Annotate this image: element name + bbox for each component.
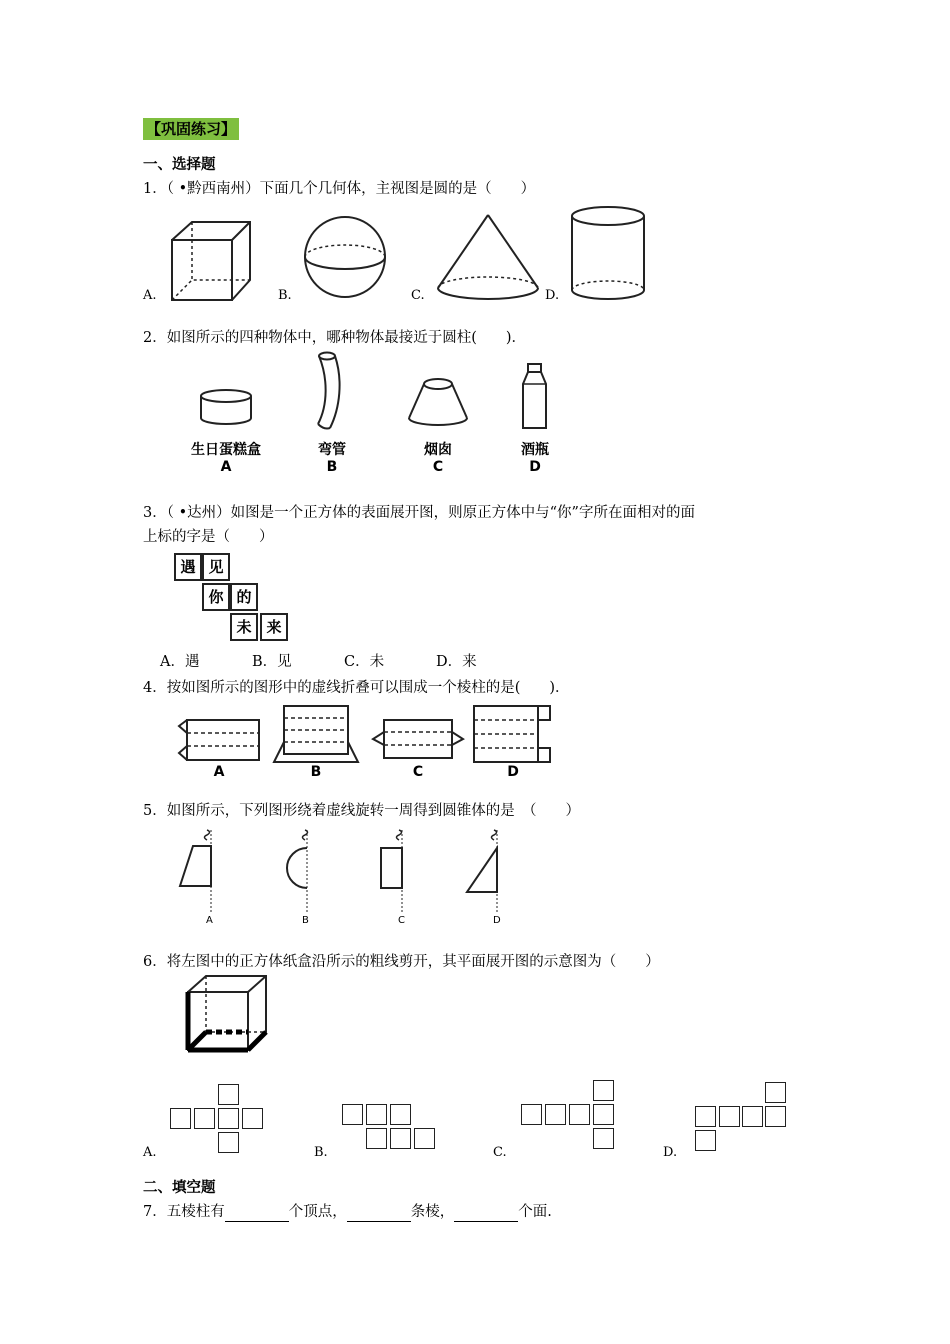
q7-blank-2[interactable] (347, 1206, 411, 1222)
q6-net-b-cell (366, 1128, 387, 1149)
sphere-figure (302, 214, 388, 300)
q6-net-d-cell (695, 1130, 716, 1151)
q5-letter-c: C (398, 915, 405, 926)
q7-blank-3[interactable] (454, 1206, 518, 1222)
q5-letter-a: A (206, 915, 213, 926)
q6-net-c-cell (593, 1128, 614, 1149)
net-cell-yu: 遇 (174, 553, 202, 581)
q6-option-d: D. (663, 1145, 678, 1160)
section-label: 【巩固练习】 (143, 118, 239, 140)
q4-letter-a: A (213, 764, 225, 780)
q2-item-c-letter: C (432, 459, 444, 475)
q5-letter-d: D (493, 915, 501, 926)
q1-text: 1．（ •黔西南州）下面几个几何体，主视图是圆的是（ ） (143, 181, 536, 197)
bent-pipe-figure (310, 350, 350, 432)
q5-text: 5．如图所示，下列图形绕着虚线旋转一周得到圆锥体的是 （ ） (143, 803, 580, 819)
rotation-figure-b (275, 826, 325, 914)
q6-net-d-cell (719, 1106, 740, 1127)
chimney-figure (405, 376, 471, 428)
q7-text-3: 条棱， (410, 1204, 455, 1220)
q2-text: 2．如图所示的四种物体中，哪种物体最接近于圆柱( )． (143, 330, 527, 346)
q6-net-d-cell (765, 1106, 786, 1127)
q7-text-4: 个面. (518, 1204, 552, 1220)
q2-item-a-letter: A (220, 459, 232, 475)
q2-item-b-label: 弯管 (318, 442, 346, 458)
rotation-figure-a (175, 826, 225, 914)
cylinder-figure (568, 204, 648, 304)
wine-bottle-figure (518, 362, 552, 432)
q2-item-d-letter: D (529, 459, 541, 475)
q3-text-line1: 3．（ •达州）如图是一个正方体的表面展开图，则原正方体中与“你”字所在面相对的面 (143, 505, 695, 521)
q6-net-a-cell (170, 1108, 191, 1129)
q3-option-d: D．来 (436, 654, 477, 670)
net-cell-de: 的 (230, 583, 258, 611)
q4-text: 4．按如图所示的图形中的虚线折叠可以围成一个棱柱的是( )． (143, 680, 570, 696)
q3-option-c: C．未 (344, 654, 385, 670)
q2-item-a-label: 生日蛋糕盒 (191, 442, 261, 458)
part1-title: 一、选择题 (143, 156, 216, 173)
q6-text: 6．将左图中的正方体纸盒沿所示的粗线剪开，其平面展开图的示意图为（ ） (143, 954, 660, 970)
q1-option-c: C. (411, 288, 425, 303)
prism-net-b (270, 702, 362, 766)
q7-line (143, 1202, 552, 1222)
part2-title: 二、填空题 (143, 1179, 216, 1196)
rotation-figure-d (462, 826, 512, 914)
q4-letter-d: D (507, 764, 519, 780)
q6-net-b-cell (366, 1104, 387, 1125)
q2-item-d-label: 酒瓶 (521, 442, 549, 458)
q6-net-a-cell (218, 1132, 239, 1153)
q3-option-b: B．见 (252, 654, 292, 670)
q6-net-a-cell (218, 1084, 239, 1105)
q2-item-b-letter: B (326, 459, 338, 475)
q6-net-b-cell (390, 1128, 411, 1149)
q6-option-a: A. (143, 1145, 157, 1160)
q6-net-b-cell (414, 1128, 435, 1149)
q6-net-c-cell (593, 1080, 614, 1101)
q6-net-d-cell (742, 1106, 763, 1127)
q6-net-d-cell (695, 1106, 716, 1127)
q6-net-b-cell (390, 1104, 411, 1125)
prism-net-d (470, 702, 554, 766)
q2-item-c-label: 烟囱 (424, 442, 452, 458)
q6-net-a-cell (242, 1108, 263, 1129)
cube-figure (166, 218, 256, 304)
net-cell-jian: 见 (202, 553, 230, 581)
prism-net-a (177, 716, 261, 764)
cone-figure (434, 212, 542, 302)
q1-option-d: D. (545, 288, 560, 303)
net-cell-ni: 你 (202, 583, 230, 611)
q6-net-c-cell (569, 1104, 590, 1125)
net-cell-wei: 未 (230, 613, 258, 641)
q6-net-c-cell (521, 1104, 542, 1125)
q6-net-d-cell (765, 1082, 786, 1103)
q4-letter-c: C (412, 764, 424, 780)
q6-option-c: C. (493, 1145, 507, 1160)
q5-letter-b: B (302, 915, 309, 926)
q7-blank-1[interactable] (225, 1206, 289, 1222)
q6-net-b-cell (342, 1104, 363, 1125)
q7-text-2: 个顶点， (288, 1204, 347, 1220)
net-cell-lai: 来 (260, 613, 288, 641)
q7-text-1: 7．五棱柱有 (143, 1204, 225, 1220)
q1-option-a: A. (143, 288, 157, 303)
prism-net-c (370, 716, 466, 764)
q6-net-c-cell (545, 1104, 566, 1125)
q4-letter-b: B (310, 764, 322, 780)
q6-option-b: B. (314, 1145, 328, 1160)
q6-net-a-cell (218, 1108, 239, 1129)
cake-box-figure (198, 388, 254, 428)
q1-option-b: B. (278, 288, 292, 303)
q3-text-line2: 上标的字是（ ） (143, 529, 274, 545)
q6-net-c-cell (593, 1104, 614, 1125)
q3-option-a: A．遇 (160, 654, 200, 670)
q6-net-a-cell (194, 1108, 215, 1129)
rotation-figure-c (375, 826, 425, 914)
paper-box-cube-figure (184, 972, 270, 1054)
